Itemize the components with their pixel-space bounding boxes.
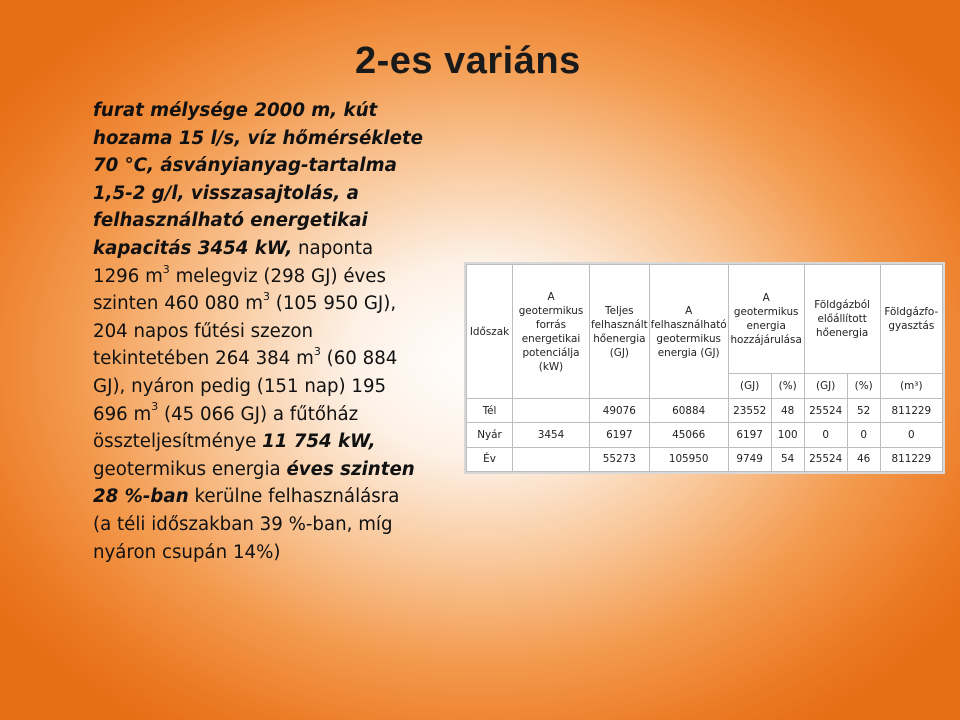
cell-usable: 45066 <box>649 423 728 447</box>
cell-gas-use: 811229 <box>880 447 942 471</box>
daily-text: naponta <box>292 237 374 259</box>
data-table-image <box>464 262 945 474</box>
annual-volume: szinten 460 080 m <box>93 293 263 315</box>
cubic-superscript: 3 <box>162 262 170 276</box>
cell-gas-gj: 25524 <box>804 447 847 471</box>
text-line-12 <box>93 401 468 429</box>
unit-gas-pct: (%) <box>847 374 880 399</box>
cell-potential <box>513 447 590 471</box>
header-total: Teljes felhasznált hőenergia (GJ) <box>590 265 650 399</box>
usage-text: kerülne felhasználásra <box>188 486 400 508</box>
cell-total: 49076 <box>590 399 650 423</box>
total-power-label: összteljesítménye <box>93 431 263 453</box>
cell-contrib-pct: 48 <box>771 399 804 423</box>
cell-period: Nyár <box>467 423 513 447</box>
header-potential: A geotermikus forrás energetikai potenciálja (kW) <box>513 265 590 399</box>
summer-energy: (45 066 GJ) a fűtőház <box>158 403 359 425</box>
total-power-value: 11 754 kW, <box>262 431 376 453</box>
header-gas-use: Földgázfo-gyasztás <box>880 265 942 374</box>
text-line-14 <box>93 456 468 484</box>
cell-total: 55273 <box>590 447 650 471</box>
header-usable: A felhasználható geotermikus energia (GJ) <box>649 265 728 399</box>
cell-contrib-gj: 23552 <box>728 399 771 423</box>
header-contribution: A geotermikus energia hozzájárulása <box>728 265 804 374</box>
header-gas-heat: Földgázból előállított hőenergia <box>804 265 880 374</box>
cell-contrib-pct: 100 <box>771 423 804 447</box>
cell-gas-use: 811229 <box>880 399 942 423</box>
cell-gas-pct: 52 <box>847 399 880 423</box>
text-line-6 <box>93 235 468 263</box>
header-period: Időszak <box>467 265 513 399</box>
table-row <box>467 447 943 471</box>
text-line-13 <box>93 428 468 456</box>
cell-gas-use: 0 <box>880 423 942 447</box>
cubic-superscript: 3 <box>151 400 159 414</box>
cell-potential: 3454 <box>513 423 590 447</box>
text-line-8 <box>93 290 468 318</box>
text-line-3: 70 °C, ásványianyag-tartalma <box>93 155 397 177</box>
winter-energy: (60 884 <box>320 348 398 370</box>
unit-contrib-pct: (%) <box>771 374 804 399</box>
cell-gas-pct: 0 <box>847 423 880 447</box>
text-line-5: felhasználható energetikai <box>93 210 368 232</box>
cell-gas-gj: 25524 <box>804 399 847 423</box>
winter-volume: tekintetében 264 384 m <box>93 348 314 370</box>
text-line-9: 204 napos fűtési szezon <box>93 320 314 342</box>
capacity-text: kapacitás 3454 kW, <box>93 237 293 259</box>
cell-usable: 60884 <box>649 399 728 423</box>
text-line-11: GJ), nyáron pedig (151 nap) 195 <box>93 375 387 397</box>
cell-gas-gj: 0 <box>804 423 847 447</box>
cell-contrib-pct: 54 <box>771 447 804 471</box>
cubic-superscript: 3 <box>262 290 270 304</box>
daily-volume: 1296 m <box>93 265 163 287</box>
cell-contrib-gj: 6197 <box>728 423 771 447</box>
text-line-16: (a téli időszakban 39 %-ban, míg <box>93 513 393 535</box>
text-line-17: nyáron csupán 14%) <box>93 541 281 563</box>
cell-period: Tél <box>467 399 513 423</box>
text-line-1: furat mélysége 2000 m, kút <box>93 100 378 121</box>
text-line-4: 1,5-2 g/l, visszasajtolás, a <box>93 182 359 204</box>
text-line-10 <box>93 345 468 373</box>
cell-potential <box>513 399 590 423</box>
text-line-2: hozama 15 l/s, víz hőmérséklete <box>93 127 424 149</box>
cell-gas-pct: 46 <box>847 447 880 471</box>
annual-share: 28 %-ban <box>93 486 189 508</box>
cell-contrib-gj: 9749 <box>728 447 771 471</box>
geothermal-label: geotermikus energia <box>93 458 287 480</box>
body-text <box>93 97 468 566</box>
table-row <box>467 399 943 423</box>
cell-usable: 105950 <box>649 447 728 471</box>
slide-title: 2-es variáns <box>355 40 581 82</box>
text-line-7 <box>93 263 468 291</box>
text-line-15 <box>93 483 468 511</box>
unit-contrib-gj: (GJ) <box>728 374 771 399</box>
annual-energy: (105 950 GJ), <box>269 293 397 315</box>
energy-table <box>466 264 943 472</box>
daily-energy: melegviz (298 GJ) éves <box>169 265 386 287</box>
unit-gas-use: (m³) <box>880 374 942 399</box>
cell-period: Év <box>467 447 513 471</box>
table-row <box>467 423 943 447</box>
cell-total: 6197 <box>590 423 650 447</box>
unit-gas-gj: (GJ) <box>804 374 847 399</box>
cubic-superscript: 3 <box>313 345 321 359</box>
summer-volume: 696 m <box>93 403 152 425</box>
annual-label: éves szinten <box>286 458 415 480</box>
